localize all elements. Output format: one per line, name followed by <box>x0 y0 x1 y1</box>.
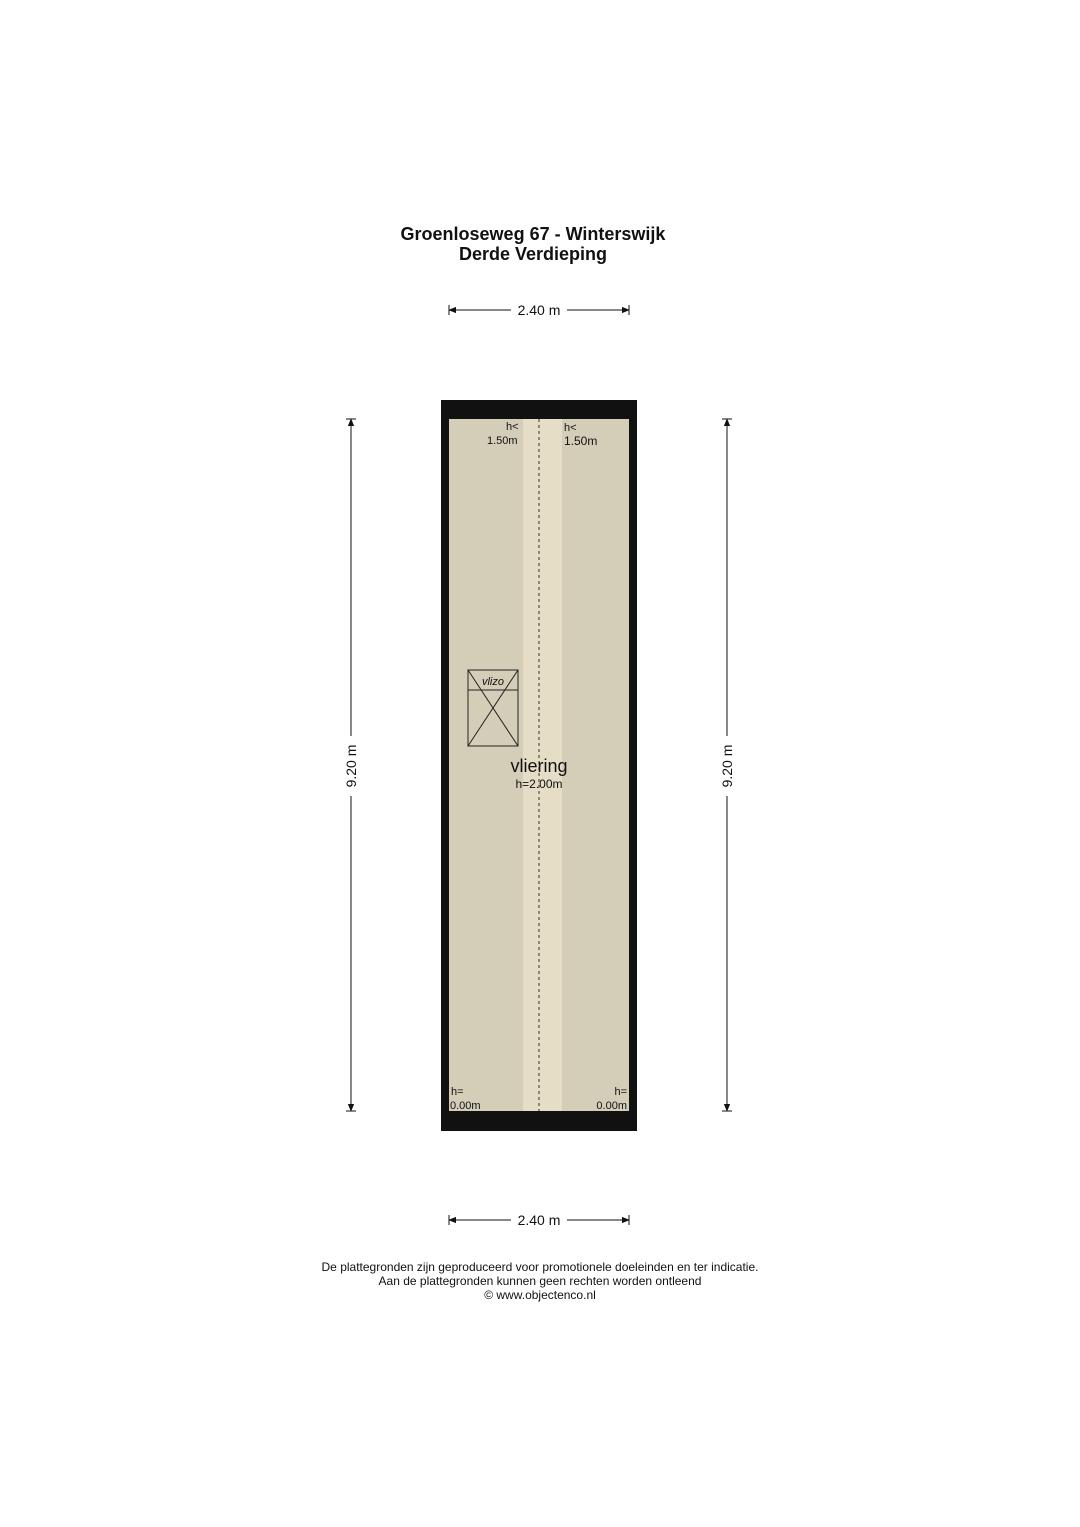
corner-top-left-line2: 1.50m <box>487 435 518 447</box>
corner-bottom-right-line1: h= <box>614 1086 627 1098</box>
corner-bottom-right-line2: 0.00m <box>596 1100 627 1112</box>
floor-name: Derde Verdieping <box>458 244 608 264</box>
dimension-bottom <box>449 1212 629 1228</box>
room-name: vliering <box>510 756 568 776</box>
dimension-top <box>449 302 629 318</box>
room-height: h=2.00m <box>515 777 563 791</box>
corner-top-right-line2: 1.50m <box>564 434 598 448</box>
disclaimer-line-1: De plattegronden zijn geproduceerd voor promotionele doeleinden en ter indicatie. <box>321 1260 759 1274</box>
hatch-label: vlizo <box>481 676 505 688</box>
dimension-right <box>719 419 735 1111</box>
corner-bottom-left-line2: 0.00m <box>450 1100 481 1112</box>
corner-bottom-left-line1: h= <box>451 1086 464 1098</box>
dimension-bottom-label: 2.40 m <box>517 1212 561 1228</box>
dimension-left-label: 9.20 m <box>343 744 359 788</box>
dimension-left <box>343 419 359 1111</box>
plan-title: Groenloseweg 67 - Winterswijk <box>400 224 666 244</box>
copyright-line: © www.objectenco.nl <box>484 1288 596 1302</box>
dimension-right-label: 9.20 m <box>719 744 735 788</box>
corner-top-right-line1: h< <box>564 422 577 434</box>
disclaimer-line-2: Aan de plattegronden kunnen geen rechten worden ontleend <box>378 1274 702 1288</box>
dimension-top-label: 2.40 m <box>517 302 561 318</box>
corner-top-left-line1: h< <box>506 421 519 433</box>
